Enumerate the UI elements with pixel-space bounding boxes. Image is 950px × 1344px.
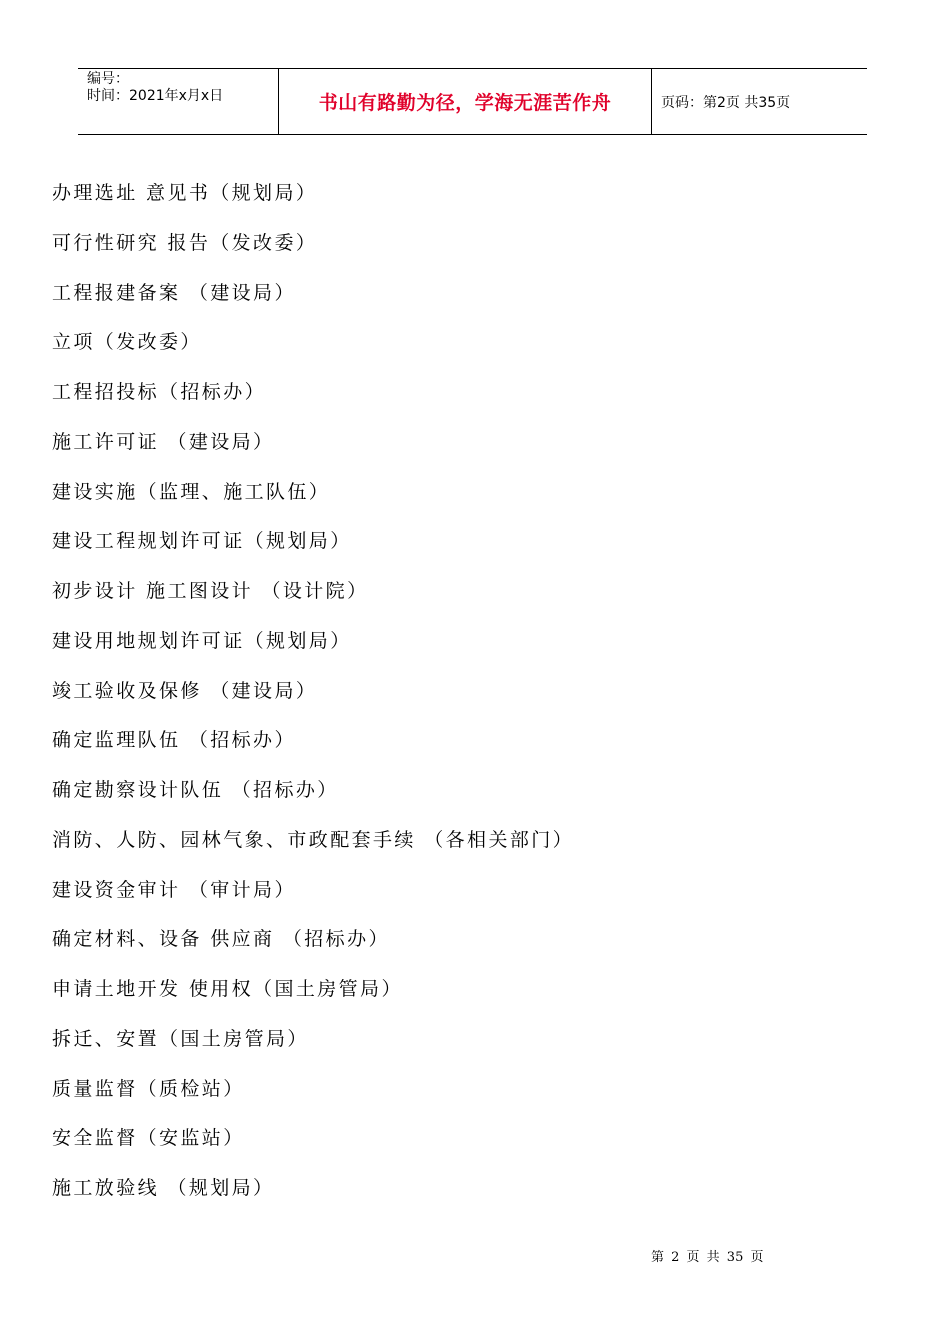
list-item: 建设用地规划许可证（规划局） — [52, 629, 352, 652]
header-page-info: 页码：第2页 共35页 — [661, 94, 791, 111]
document-time: 时间：2021年x月x日 — [87, 88, 224, 104]
list-item: 消防、人防、园林气象、市政配套手续 （各相关部门） — [52, 828, 575, 851]
list-item: 确定材料、设备 供应商 （招标办） — [52, 928, 390, 951]
list-item: 建设资金审计 （审计局） — [52, 878, 296, 901]
list-item: 拆迁、安置（国土房管局） — [52, 1027, 309, 1050]
list-item: 竣工验收及保修 （建设局） — [52, 679, 318, 702]
process-list — [52, 178, 574, 1223]
list-item: 办理选址 意见书（规划局） — [52, 182, 318, 204]
list-item: 可行性研究 报告（发改委） — [52, 231, 318, 254]
header-motto: 书山有路勤为径，学海无涯苦作舟 — [279, 69, 652, 134]
list-item: 工程招投标（招标办） — [52, 381, 267, 403]
page-header — [78, 68, 867, 135]
list-item: 建设实施（监理、施工队伍） — [52, 480, 331, 503]
list-item: 施工放验线 （规划局） — [52, 1177, 275, 1199]
list-item: 确定监理队伍 （招标办） — [52, 729, 296, 752]
document-number-label: 编号： — [87, 71, 129, 87]
list-item: 施工许可证 （建设局） — [52, 430, 275, 453]
page-footer: 第 2 页 共 35 页 — [651, 1250, 764, 1265]
list-item: 工程报建备案 （建设局） — [52, 281, 296, 304]
list-item: 质量监督（质检站） — [52, 1077, 245, 1100]
list-item: 申请土地开发 使用权（国土房管局） — [52, 978, 403, 1000]
list-item: 立项（发改委） — [52, 331, 202, 354]
list-item: 确定勘察设计队伍 （招标办） — [52, 779, 339, 801]
header-meta — [78, 69, 279, 134]
list-item: 初步设计 施工图设计 （设计院） — [52, 580, 369, 602]
list-item: 建设工程规划许可证（规划局） — [52, 530, 352, 553]
list-item: 安全监督（安监站） — [52, 1127, 245, 1150]
